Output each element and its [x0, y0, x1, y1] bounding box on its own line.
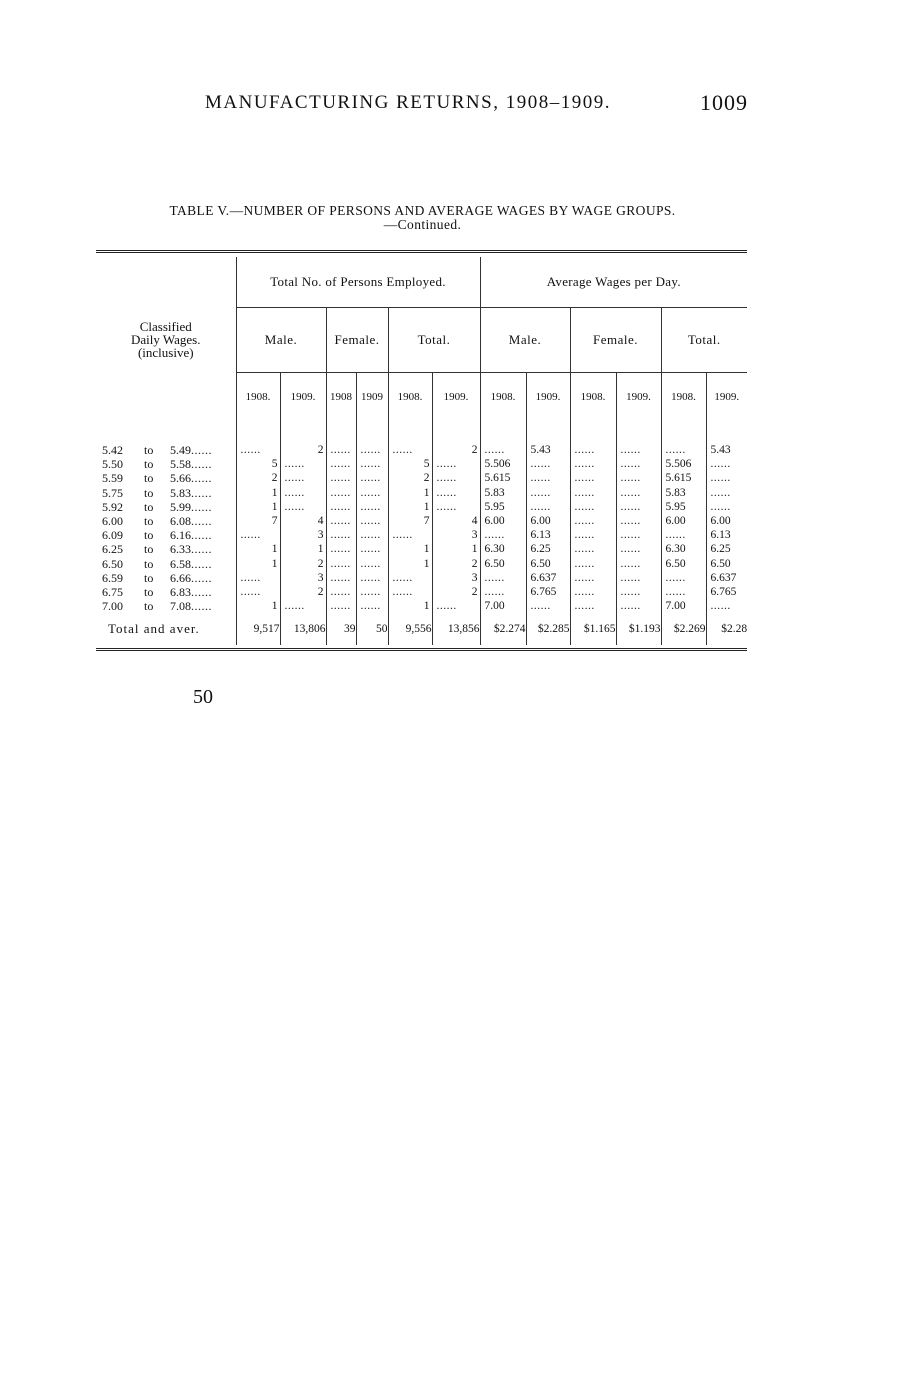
table-cell: ......	[570, 443, 616, 457]
table-cell: 4	[280, 514, 326, 528]
table-cell: ......	[526, 471, 570, 485]
table-cell: ......	[526, 486, 570, 500]
group-header-persons-employed: Total No. of Persons Employed.	[236, 257, 480, 308]
total-cell: $1.193	[616, 613, 661, 645]
footer-number: 50	[193, 686, 213, 708]
range-to: 6.66	[170, 570, 191, 585]
table-cell: ......	[570, 599, 616, 613]
wage-range-cell	[96, 471, 236, 485]
year-header: 1908	[326, 373, 356, 422]
range-from: 5.42	[102, 443, 123, 458]
year-header: 1908.	[236, 373, 280, 422]
table-cell: 2	[432, 443, 480, 457]
table-cell: ......	[570, 585, 616, 599]
table-cell: 2	[432, 557, 480, 571]
table-cell: ......	[570, 528, 616, 542]
table-cell: ......	[326, 599, 356, 613]
table-cell: 5.615	[480, 471, 526, 485]
page-number: 1009	[700, 90, 748, 115]
total-cell: $2.28	[706, 613, 747, 645]
table-cell: ......	[388, 443, 432, 457]
year-header: 1909.	[616, 373, 661, 422]
table-cell: 6.13	[706, 528, 747, 542]
table-cell: ......	[236, 571, 280, 585]
table-cell: ......	[616, 528, 661, 542]
table-cell: 6.637	[526, 571, 570, 585]
table-cell: ......	[480, 571, 526, 585]
table-cell: 1	[236, 486, 280, 500]
table-cell: 6.25	[706, 542, 747, 556]
sub-header-wages-female: Female.	[570, 308, 661, 373]
table-title	[95, 204, 750, 232]
bottom-double-rule	[96, 648, 747, 651]
year-header: 1909.	[280, 373, 326, 422]
table-cell: ......	[526, 500, 570, 514]
table-cell: ......	[236, 528, 280, 542]
table-cell: ......	[661, 443, 706, 457]
table-cell: ......	[706, 500, 747, 514]
table-cell: 1	[432, 542, 480, 556]
range-from: 6.59	[102, 570, 123, 585]
total-row-label: Total and aver.	[108, 621, 200, 637]
table-cell: ......	[570, 514, 616, 528]
table-cell: ......	[616, 557, 661, 571]
total-cell: $2.285	[526, 613, 570, 645]
total-cell: 13,806	[280, 613, 326, 645]
table-cell: ......	[661, 528, 706, 542]
range-to: 5.99	[170, 499, 191, 514]
total-cell: $2.274	[480, 613, 526, 645]
table-cell: ......	[236, 585, 280, 599]
table-cell: 2	[236, 471, 280, 485]
range-sep: to	[144, 542, 154, 557]
wage-range-cell	[96, 457, 236, 471]
table-cell: ......	[326, 500, 356, 514]
total-cell: 39	[326, 613, 356, 645]
table-cell: ......	[356, 599, 388, 613]
range-to: 6.16	[170, 528, 191, 543]
table-cell: 6.50	[661, 557, 706, 571]
sub-header-wages-total: Total.	[661, 308, 747, 373]
table-row	[96, 599, 747, 613]
range-from: 6.25	[102, 542, 123, 557]
table-cell: 6.25	[526, 542, 570, 556]
range-from: 6.00	[102, 514, 123, 529]
range-to: 5.58	[170, 457, 191, 472]
table-cell: 6.765	[706, 585, 747, 599]
range-sep: to	[144, 443, 154, 458]
table-cell: ......	[280, 500, 326, 514]
table-row	[96, 443, 747, 457]
table-cell: 5.83	[661, 486, 706, 500]
sub-header-persons-total: Total.	[388, 308, 480, 373]
dot-leader: ......	[191, 485, 212, 500]
table-cell: ......	[616, 514, 661, 528]
range-sep: to	[144, 570, 154, 585]
table-cell: 1	[236, 500, 280, 514]
table-cell: 4	[432, 514, 480, 528]
table-cell: ......	[616, 542, 661, 556]
dot-leader: ......	[191, 584, 212, 599]
wage-range-cell	[96, 486, 236, 500]
wage-groups-table	[96, 257, 747, 645]
table-cell: 5	[236, 457, 280, 471]
table-cell: ......	[480, 585, 526, 599]
table-cell: 1	[388, 542, 432, 556]
table-cell: ......	[326, 457, 356, 471]
table-cell: 1	[388, 599, 432, 613]
table-cell: ......	[236, 443, 280, 457]
table-title-line-2: —Continued.	[383, 217, 462, 232]
table-cell: ......	[326, 571, 356, 585]
year-header: 1908.	[480, 373, 526, 422]
table-cell: ......	[706, 457, 747, 471]
year-header: 1909.	[706, 373, 747, 422]
range-to: 6.08	[170, 514, 191, 529]
table-cell: 1	[280, 542, 326, 556]
table-cell: ......	[356, 571, 388, 585]
table-cell: ......	[326, 443, 356, 457]
table-cell: ......	[356, 528, 388, 542]
table-cell: ......	[616, 471, 661, 485]
range-to: 6.58	[170, 556, 191, 571]
table-cell: ......	[570, 542, 616, 556]
table-row	[96, 571, 747, 585]
table-cell: 1	[388, 500, 432, 514]
range-sep: to	[144, 499, 154, 514]
table-cell: 3	[432, 528, 480, 542]
wage-range-cell	[96, 571, 236, 585]
table-cell: ......	[432, 486, 480, 500]
range-sep: to	[144, 514, 154, 529]
range-sep: to	[144, 584, 154, 599]
stub-heading	[96, 257, 236, 421]
stub-heading-line: (inclusive)	[137, 344, 194, 360]
range-to: 7.08	[170, 599, 191, 614]
top-double-rule	[96, 250, 747, 257]
table-cell: ......	[570, 571, 616, 585]
year-header: 1908.	[661, 373, 706, 422]
table-cell: ......	[706, 486, 747, 500]
table-row	[96, 585, 747, 599]
dot-leader: ......	[191, 443, 212, 458]
table-cell: ......	[356, 500, 388, 514]
table-cell: 1	[236, 557, 280, 571]
wage-range-cell	[96, 542, 236, 556]
range-to: 6.33	[170, 542, 191, 557]
table-cell: 1	[388, 557, 432, 571]
table-cell: ......	[616, 599, 661, 613]
year-header: 1909	[356, 373, 388, 422]
table-row	[96, 457, 747, 471]
table-cell: ......	[432, 471, 480, 485]
table-cell: 3	[280, 528, 326, 542]
table-cell: ......	[326, 557, 356, 571]
table-cell: ......	[616, 443, 661, 457]
sub-header-wages-male: Male.	[480, 308, 570, 373]
table-cell: ......	[480, 443, 526, 457]
table-cell: ......	[432, 500, 480, 514]
table-cell: ......	[356, 542, 388, 556]
table-cell: ......	[661, 571, 706, 585]
wage-range-cell	[96, 599, 236, 613]
table-cell: 6.00	[526, 514, 570, 528]
range-from: 5.59	[102, 471, 123, 486]
table-row	[96, 528, 747, 542]
table-cell: 1	[236, 599, 280, 613]
table-row	[96, 542, 747, 556]
table-cell: 6.30	[480, 542, 526, 556]
table-cell: 5.506	[480, 457, 526, 471]
dot-leader: ......	[191, 556, 212, 571]
table-cell: ......	[661, 585, 706, 599]
range-to: 5.49	[170, 443, 191, 458]
dot-leader: ......	[191, 570, 212, 585]
table-cell: 3	[280, 571, 326, 585]
group-header-average-wages: Average Wages per Day.	[480, 257, 747, 308]
table-cell: ......	[326, 471, 356, 485]
table-cell: ......	[388, 571, 432, 585]
table-cell: ......	[570, 557, 616, 571]
table-cell: ......	[570, 457, 616, 471]
table-cell: ......	[356, 557, 388, 571]
table-cell: 6.637	[706, 571, 747, 585]
table-cell: 7.00	[661, 599, 706, 613]
table-cell: ......	[326, 514, 356, 528]
wage-range-cell	[96, 514, 236, 528]
range-to: 5.83	[170, 485, 191, 500]
range-from: 6.09	[102, 528, 123, 543]
table-cell: ......	[326, 585, 356, 599]
table-cell: ......	[356, 443, 388, 457]
table-cell: ......	[616, 486, 661, 500]
total-cell: $1.165	[570, 613, 616, 645]
table-cell: 2	[280, 557, 326, 571]
wage-range-cell	[96, 557, 236, 571]
range-from: 5.75	[102, 485, 123, 500]
table-cell: ......	[570, 500, 616, 514]
table-row	[96, 471, 747, 485]
table-cell: 5.43	[526, 443, 570, 457]
table-cell: ......	[388, 585, 432, 599]
table-cell: 6.50	[526, 557, 570, 571]
table-cell: ......	[616, 585, 661, 599]
table-cell: ......	[616, 571, 661, 585]
table-cell: 6.13	[526, 528, 570, 542]
table-cell: ......	[356, 471, 388, 485]
range-from: 5.50	[102, 457, 123, 472]
table-row	[96, 557, 747, 571]
dot-leader: ......	[191, 499, 212, 514]
table-cell: 2	[432, 585, 480, 599]
table-cell: ......	[616, 457, 661, 471]
dot-leader: ......	[191, 514, 212, 529]
total-cell: 9,517	[236, 613, 280, 645]
table-cell: 5.43	[706, 443, 747, 457]
total-cell: $2.269	[661, 613, 706, 645]
table-cell: 2	[280, 585, 326, 599]
table-cell: ......	[280, 457, 326, 471]
table-cell: ......	[526, 599, 570, 613]
wage-rows	[96, 443, 747, 613]
table-cell: 1	[388, 486, 432, 500]
dot-leader: ......	[191, 542, 212, 557]
table-cell: 6.50	[706, 557, 747, 571]
table-cell: 7.00	[480, 599, 526, 613]
table-cell: ......	[388, 528, 432, 542]
table-cell: 6.00	[706, 514, 747, 528]
table-cell: 2	[388, 471, 432, 485]
table-cell: ......	[526, 457, 570, 471]
table-cell: 5.95	[480, 500, 526, 514]
table-cell: ......	[356, 514, 388, 528]
table-cell: ......	[432, 599, 480, 613]
table-cell: 7	[388, 514, 432, 528]
range-sep: to	[144, 471, 154, 486]
range-from: 6.75	[102, 584, 123, 599]
table-cell: 5.615	[661, 471, 706, 485]
running-head: MANUFACTURING RETURNS, 1908–1909.	[205, 92, 611, 113]
table-cell: 5	[388, 457, 432, 471]
table-cell: 5.95	[661, 500, 706, 514]
range-from: 5.92	[102, 499, 123, 514]
table-cell: ......	[280, 471, 326, 485]
range-to: 6.83	[170, 584, 191, 599]
range-sep: to	[144, 485, 154, 500]
table-cell: ......	[356, 457, 388, 471]
sub-header-persons-male: Male.	[236, 308, 326, 373]
table-cell: 5.506	[661, 457, 706, 471]
total-row	[96, 613, 747, 645]
table-cell: 2	[280, 443, 326, 457]
table-cell: 6.00	[480, 514, 526, 528]
table-cell: 6.30	[661, 542, 706, 556]
table-cell: ......	[570, 471, 616, 485]
table-cell: ......	[616, 500, 661, 514]
table-cell: ......	[280, 599, 326, 613]
table-cell: ......	[480, 528, 526, 542]
wage-table-container	[96, 250, 747, 651]
table-cell: 6.50	[480, 557, 526, 571]
wage-range-cell	[96, 443, 236, 457]
table-cell: 6.765	[526, 585, 570, 599]
table-cell: 6.00	[661, 514, 706, 528]
range-sep: to	[144, 457, 154, 472]
table-cell: ......	[326, 528, 356, 542]
dot-leader: ......	[191, 457, 212, 472]
table-cell: ......	[326, 542, 356, 556]
table-row	[96, 514, 747, 528]
wage-range-cell	[96, 585, 236, 599]
table-cell: 1	[236, 542, 280, 556]
year-header: 1908.	[570, 373, 616, 422]
total-cell: 9,556	[388, 613, 432, 645]
header-body-gap	[96, 421, 747, 443]
total-cell: 50	[356, 613, 388, 645]
stub-heading-line: Classified	[139, 318, 192, 334]
sub-header-persons-female: Female.	[326, 308, 388, 373]
total-cell: 13,856	[432, 613, 480, 645]
table-cell: ......	[706, 471, 747, 485]
table-cell: ......	[432, 457, 480, 471]
table-cell: ......	[326, 486, 356, 500]
dot-leader: ......	[191, 599, 212, 614]
year-header: 1909.	[526, 373, 570, 422]
table-cell: 5.83	[480, 486, 526, 500]
range-from: 7.00	[102, 599, 123, 614]
stub-heading-line: Daily Wages.	[131, 331, 201, 347]
range-sep: to	[144, 556, 154, 571]
range-to: 5.66	[170, 471, 191, 486]
table-cell: 7	[236, 514, 280, 528]
range-sep: to	[144, 528, 154, 543]
dot-leader: ......	[191, 471, 212, 486]
table-cell: ......	[706, 599, 747, 613]
table-cell: 3	[432, 571, 480, 585]
year-header: 1909.	[432, 373, 480, 422]
dot-leader: ......	[191, 528, 212, 543]
table-cell: ......	[356, 585, 388, 599]
wage-range-cell	[96, 528, 236, 542]
range-from: 6.50	[102, 556, 123, 571]
table-row	[96, 486, 747, 500]
year-header: 1908.	[388, 373, 432, 422]
table-cell: ......	[570, 486, 616, 500]
table-cell: ......	[280, 486, 326, 500]
table-cell: ......	[356, 486, 388, 500]
wage-range-cell	[96, 500, 236, 514]
table-title-line-1: TABLE V.—NUMBER OF PERSONS AND AVERAGE WAGES BY WAGE GROUPS.	[169, 203, 676, 218]
table-row	[96, 500, 747, 514]
range-sep: to	[144, 599, 154, 614]
